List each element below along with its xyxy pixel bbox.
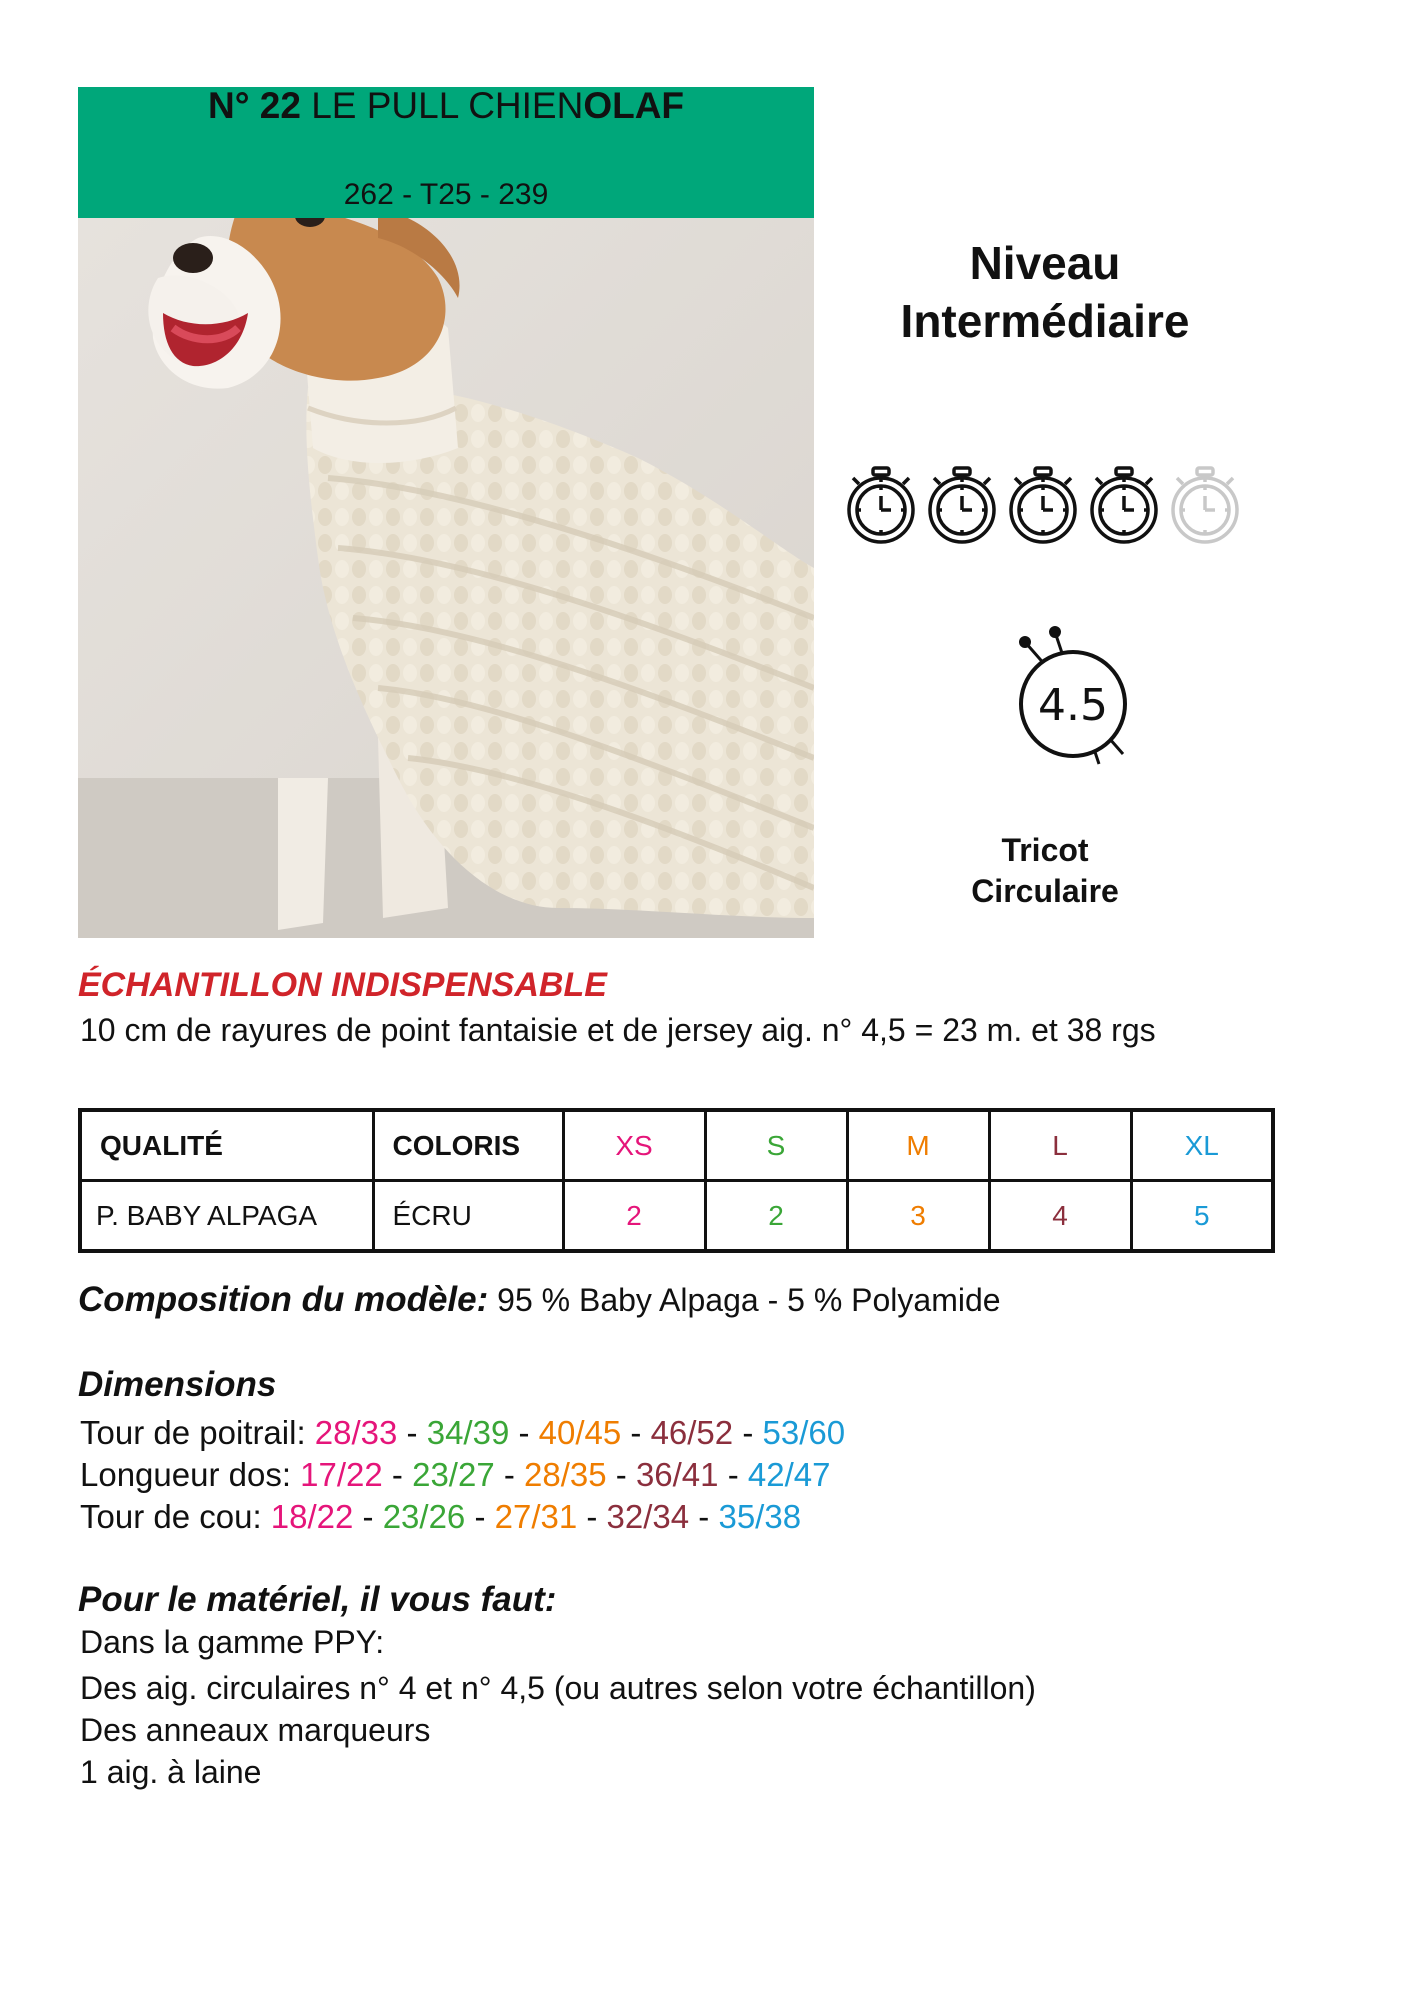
dimension-row: [80, 1456, 830, 1494]
composition: [78, 1280, 1001, 1320]
material-line: Dans la gamme PPY:: [80, 1624, 385, 1660]
difficulty-level: [840, 234, 1250, 350]
dimension-separator: -: [382, 1456, 413, 1493]
dimension-value: 27/31: [494, 1498, 578, 1535]
dimension-separator: -: [397, 1414, 427, 1451]
dimension-value: 28/33: [314, 1414, 398, 1451]
stopwatch-filled-icon: [930, 468, 994, 542]
dimension-value: 34/39: [426, 1414, 510, 1451]
dimension-value: 46/52: [650, 1414, 734, 1451]
material-line: Des aig. circulaires n° 4 et n° 4,5 (ou autres selon votre échantillon): [80, 1670, 1036, 1706]
dimension-value: 17/22: [300, 1456, 383, 1493]
header-quality: QUALITÉ: [80, 1110, 373, 1181]
cell-qty-l: 4: [989, 1181, 1131, 1252]
dimension-value: 18/22: [270, 1498, 354, 1535]
stopwatch-filled-icon: [1011, 468, 1075, 542]
dimension-separator: -: [494, 1456, 525, 1493]
dimension-separator: -: [606, 1456, 636, 1493]
dimension-value: 53/60: [762, 1414, 846, 1451]
needle-size-icon: [1003, 624, 1143, 774]
sample-heading: ÉCHANTILLON INDISPENSABLE: [78, 966, 607, 1004]
yarn-table: [78, 1108, 1275, 1253]
dimension-value: 40/45: [538, 1414, 622, 1451]
dimension-value: 23/27: [412, 1456, 495, 1493]
technique: [900, 830, 1190, 912]
dimension-separator: -: [718, 1456, 748, 1493]
dimension-separator: -: [689, 1498, 719, 1535]
dimension-label: Longueur dos:: [80, 1456, 301, 1493]
material-line: Des anneaux marqueurs: [80, 1712, 431, 1748]
dimension-value: 35/38: [718, 1498, 802, 1535]
dog-photo: [78, 218, 814, 938]
cell-qty-xl: 5: [1131, 1181, 1273, 1252]
cell-color: ÉCRU: [373, 1181, 563, 1252]
header-color: COLORIS: [373, 1110, 563, 1181]
cell-qty-s: 2: [705, 1181, 847, 1252]
pattern-name: OLAF: [583, 85, 685, 126]
materials-title: Pour le matériel, il vous faut:: [78, 1580, 557, 1619]
stopwatch-empty-icon: [1173, 468, 1237, 542]
dimension-separator: -: [577, 1498, 607, 1535]
dimension-separator: -: [353, 1498, 383, 1535]
cell-qty-m: 3: [847, 1181, 989, 1252]
dimension-label: Tour de poitrail:: [80, 1414, 315, 1451]
header-size-l: L: [989, 1110, 1131, 1181]
dimension-separator: -: [465, 1498, 495, 1535]
header-size-s: S: [705, 1110, 847, 1181]
composition-label: Composition du modèle:: [78, 1280, 489, 1319]
sample-text: 10 cm de rayures de point fantaisie et de jersey aig. n° 4,5 = 23 m. et 38 rgs: [80, 1012, 1156, 1048]
dimension-separator: -: [621, 1414, 651, 1451]
composition-value: 95 % Baby Alpaga - 5 % Polyamide: [488, 1282, 1001, 1318]
dimension-value: 32/34: [606, 1498, 690, 1535]
stopwatch-filled-icon: [1092, 468, 1156, 542]
header-size-xs: XS: [563, 1110, 705, 1181]
table-row: [80, 1181, 1273, 1252]
material-line: 1 aig. à laine: [80, 1754, 262, 1790]
dimension-row: [80, 1414, 845, 1452]
pattern-title: [78, 87, 814, 125]
pattern-number: N° 22: [207, 85, 301, 126]
dimension-separator: -: [733, 1414, 763, 1451]
needle-size-value: 4.5: [1038, 680, 1108, 731]
header-size-xl: XL: [1131, 1110, 1273, 1181]
pattern-title-text: LE PULL CHIEN: [300, 85, 584, 126]
dimension-separator: -: [509, 1414, 539, 1451]
header-size-m: M: [847, 1110, 989, 1181]
dimension-label: Tour de cou:: [80, 1498, 271, 1535]
level-value: Intermédiaire: [900, 295, 1190, 347]
table-header-row: [80, 1110, 1273, 1181]
dimension-value: 42/47: [747, 1456, 831, 1493]
dimensions-title: Dimensions: [78, 1365, 277, 1404]
pattern-reference: 262 - T25 - 239: [343, 178, 549, 211]
stopwatch-filled-icon: [849, 468, 913, 542]
cell-quality: P. BABY ALPAGA: [80, 1181, 373, 1252]
time-rating: [843, 462, 1243, 548]
level-label: Niveau: [969, 237, 1121, 289]
header-band: [78, 87, 814, 218]
technique-line-2: Circulaire: [971, 873, 1119, 909]
dimension-value: 36/41: [635, 1456, 719, 1493]
dimension-value: 23/26: [382, 1498, 466, 1535]
cell-qty-xs: 2: [563, 1181, 705, 1252]
technique-line-1: Tricot: [1001, 832, 1089, 868]
dimension-row: [80, 1498, 801, 1536]
dimension-value: 28/35: [524, 1456, 607, 1493]
